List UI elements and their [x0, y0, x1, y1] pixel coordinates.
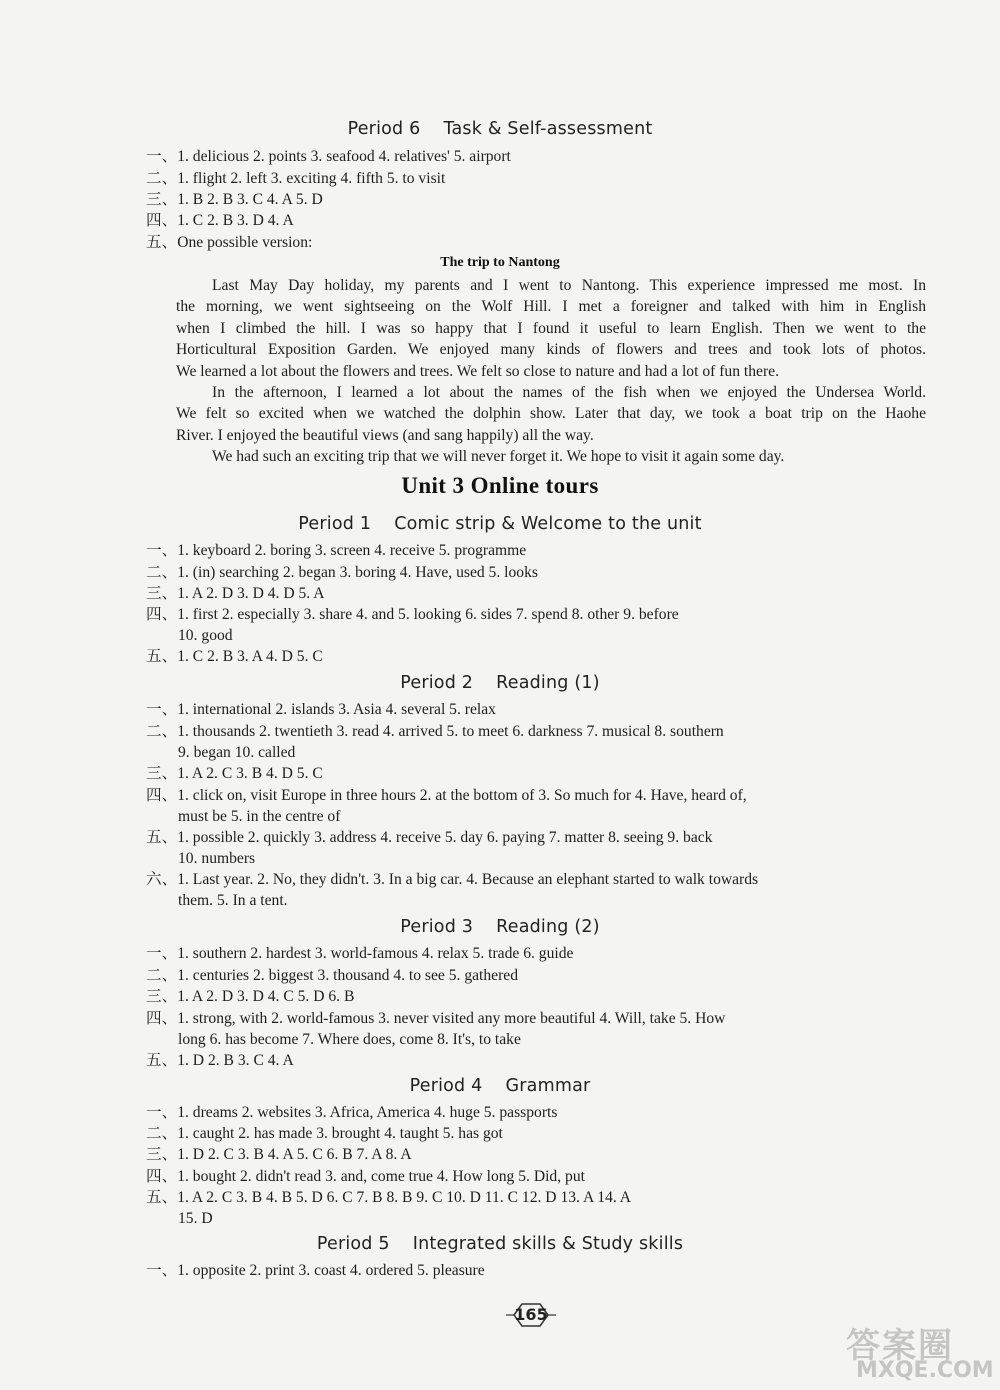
- period-6-section-2: 二、1. flight 2. left 3. exciting 4. fifth 5. to visit: [146, 170, 446, 187]
- watermark-url: MXQE.COM: [856, 1358, 994, 1383]
- period-4-heading: Period 4 Grammar: [409, 1076, 591, 1096]
- essay-line: We learned a lot about the flowers and trees. We felt so close to nature and had a lot of fun there.: [176, 363, 779, 380]
- period-6-heading: Period 6 Task & Self-assessment: [347, 119, 653, 139]
- period-2-heading: Period 2 Reading (1): [400, 673, 600, 693]
- period-1-section-2: 二、1. (in) searching 2. began 3. boring 4. Have, used 5. looks: [146, 564, 538, 581]
- essay-title: The trip to Nantong: [440, 255, 560, 270]
- period-6-section-1: 一、1. delicious 2. points 3. seafood 4. relatives' 5. airport: [146, 148, 511, 165]
- essay-line: when I climbed the hill. I was so happy that I found it useful to learn English. Then we went to the: [176, 320, 926, 337]
- period-2-section-4-cont: must be 5. in the centre of: [178, 808, 341, 825]
- period-3-heading: Period 3 Reading (2): [400, 917, 600, 937]
- period-1-heading: Period 1 Comic strip & Welcome to the unit: [298, 514, 702, 534]
- period-3-section-2: 二、1. centuries 2. biggest 3. thousand 4. to see 5. gathered: [146, 967, 519, 984]
- period-4-section-3: 三、1. D 2. C 3. B 4. A 5. C 6. B 7. A 8. A: [146, 1146, 412, 1163]
- period-5-heading: Period 5 Integrated skills & Study skills: [316, 1234, 684, 1254]
- period-2-section-5-cont: 10. numbers: [178, 850, 256, 867]
- essay-line: Last May Day holiday, my parents and I went to Nantong. This experience impressed me most. In: [212, 277, 926, 294]
- period-2-section-4: 四、1. click on, visit Europe in three hours 2. at the bottom of 3. So much for 4. Have, heard of,: [146, 787, 747, 804]
- period-2-section-2: 二、1. thousands 2. twentieth 3. read 4. arrived 5. to meet 6. darkness 7. musical 8. southern: [146, 723, 724, 740]
- period-1-section-3: 三、1. A 2. D 3. D 4. D 5. A: [146, 585, 325, 602]
- period-1-section-5: 五、1. C 2. B 3. A 4. D 5. C: [146, 648, 323, 665]
- page-number-badge: [506, 1298, 556, 1332]
- period-2-section-6: 六、1. Last year. 2. No, they didn't. 3. In a big car. 4. Because an elephant started to walk towards: [146, 871, 759, 888]
- period-4-section-5-cont: 15. D: [178, 1210, 213, 1227]
- essay-line: In the afternoon, I learned a lot about the names of the fish when we enjoyed the Undersea World.: [212, 384, 926, 401]
- period-6-section-3: 三、1. B 2. B 3. C 4. A 5. D: [146, 191, 323, 208]
- period-1-section-4-cont: 10. good: [178, 627, 233, 644]
- period-2-section-2-cont: 9. began 10. called: [178, 744, 296, 761]
- period-4-section-4: 四、1. bought 2. didn't read 3. and, come true 4. How long 5. Did, put: [146, 1168, 585, 1185]
- period-1-section-1: 一、1. keyboard 2. boring 3. screen 4. receive 5. programme: [146, 542, 527, 559]
- period-3-section-4: 四、1. strong, with 2. world-famous 3. never visited any more beautiful 4. Will, take 5. How: [146, 1010, 726, 1027]
- watermark: [838, 1318, 998, 1388]
- period-5-section-1: 一、1. opposite 2. print 3. coast 4. ordered 5. pleasure: [146, 1262, 485, 1279]
- essay-line: Horticultural Exposition Garden. We enjoyed many kinds of flowers and trees and took lots of photos.: [176, 341, 926, 358]
- period-4-section-2: 二、1. caught 2. has made 3. brought 4. taught 5. has got: [146, 1125, 503, 1142]
- unit-title: Unit 3 Online tours: [401, 473, 599, 498]
- period-3-section-4-cont: long 6. has become 7. Where does, come 8. It's, to take: [178, 1031, 521, 1048]
- period-3-section-5: 五、1. D 2. B 3. C 4. A: [146, 1052, 294, 1069]
- period-2-section-6-cont: them. 5. In a tent.: [178, 892, 288, 909]
- period-4-section-1: 一、1. dreams 2. websites 3. Africa, America 4. huge 5. passports: [146, 1104, 558, 1121]
- period-2-section-1: 一、1. international 2. islands 3. Asia 4. several 5. relax: [146, 701, 496, 718]
- period-3-section-3: 三、1. A 2. D 3. D 4. C 5. D 6. B: [146, 988, 355, 1005]
- period-6-section-5: 五、One possible version:: [146, 234, 313, 251]
- period-1-section-4: 四、1. first 2. especially 3. share 4. and 5. looking 6. sides 7. spend 8. other 9. before: [146, 606, 679, 623]
- period-3-section-1: 一、1. southern 2. hardest 3. world-famous 4. relax 5. trade 6. guide: [146, 945, 574, 962]
- essay-line: We had such an exciting trip that we will never forget it. We hope to visit it again some day.: [212, 448, 785, 465]
- essay-line: River. I enjoyed the beautiful views (and sang happily) all the way.: [176, 427, 594, 444]
- page-number: 165: [514, 1305, 548, 1324]
- essay-line: We felt so excited when we watched the dolphin show. Later that day, we took a boat trip on the Haohe: [176, 405, 926, 422]
- essay-line: the morning, we went sightseeing on the Wolf Hill. I met a foreigner and talked with him in English: [176, 298, 926, 315]
- period-4-section-5: 五、1. A 2. C 3. B 4. B 5. D 6. C 7. B 8. B 9. C 10. D 11. C 12. D 13. A 14. A: [146, 1189, 632, 1206]
- watermark-logo-text: 答案圈: [846, 1326, 954, 1366]
- period-2-section-5: 五、1. possible 2. quickly 3. address 4. receive 5. day 6. paying 7. matter 8. seeing 9. back: [146, 829, 713, 846]
- period-6-section-4: 四、1. C 2. B 3. D 4. A: [146, 212, 294, 229]
- period-2-section-3: 三、1. A 2. C 3. B 4. D 5. C: [146, 765, 323, 782]
